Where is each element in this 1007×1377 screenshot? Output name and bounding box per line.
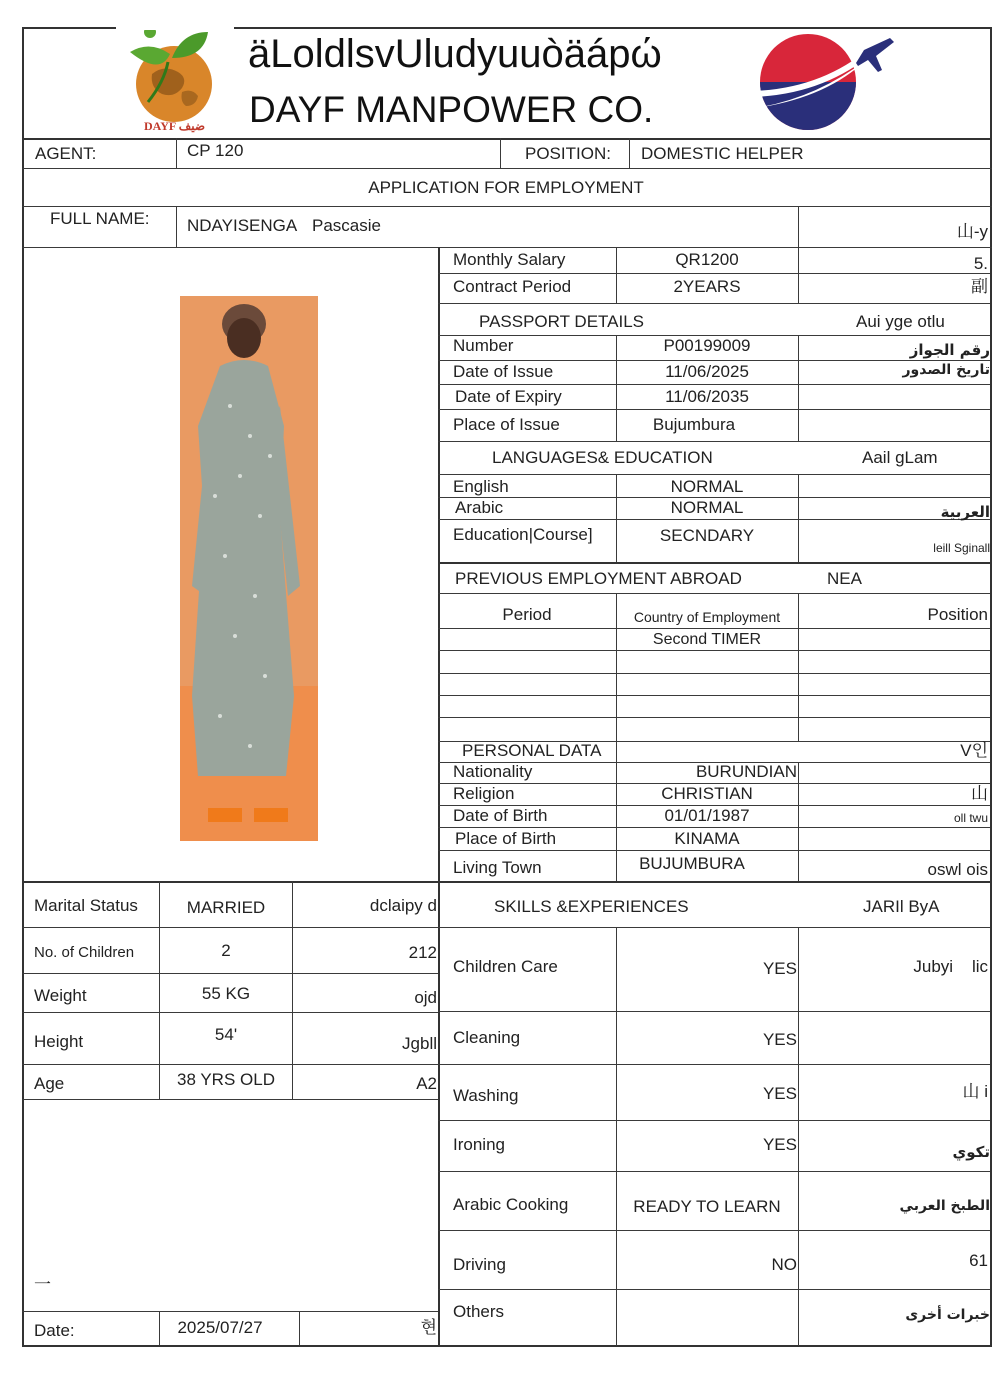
children-value: 2 — [221, 941, 231, 960]
expiry-date-value: 11/06/2035 — [665, 387, 749, 406]
skill-arabic-cooking-label: Arabic Cooking — [453, 1195, 569, 1214]
languages-heading: LANGUAGES& EDUCATION — [492, 448, 713, 467]
children-label: No. of Children — [34, 944, 135, 961]
english-label: English — [453, 477, 509, 496]
col-position: Position — [927, 605, 988, 624]
skill-others-alt: خبرات أخرى — [905, 1307, 990, 1323]
position-value: DOMESTIC HELPER — [641, 144, 804, 163]
children-alt: 212 — [408, 943, 437, 962]
arabic-alt: العربية — [940, 503, 990, 521]
passport-number-label: Number — [453, 336, 514, 355]
age-label: Age — [34, 1074, 65, 1093]
marital-status-label: Marital Status — [34, 896, 138, 915]
nationality-value: BURUNDIAN — [695, 762, 797, 781]
skill-cleaning-value: YES — [762, 1030, 797, 1049]
full-name-given: Pascasie — [312, 216, 381, 235]
skill-ironing-value: YES — [762, 1135, 797, 1154]
contract-alt: 副 — [971, 277, 988, 296]
weight-label: Weight — [34, 986, 87, 1005]
contract-label: Contract Period — [453, 277, 572, 296]
skill-ironing-alt: تكوي — [952, 1143, 990, 1161]
languages-alt-heading: Aail gLam — [862, 448, 938, 467]
salary-label: Monthly Salary — [453, 250, 566, 269]
height-label: Height — [34, 1032, 84, 1051]
religion-label: Religion — [453, 784, 515, 803]
skill-cleaning-label: Cleaning — [453, 1028, 521, 1047]
nationality-label: Nationality — [453, 762, 533, 781]
age-value: 38 YRS OLD — [177, 1070, 275, 1089]
full-name-label: FULL NAME: — [50, 209, 150, 228]
airplane-logo — [752, 30, 902, 130]
arabic-label: Arabic — [455, 498, 504, 517]
dob-value: 01/01/1987 — [664, 806, 750, 825]
full-name-surname: NDAYISENGA — [187, 216, 298, 235]
issue-date-label: Date of Issue — [453, 362, 554, 381]
issue-date-alt: تاريخ الصدور — [902, 362, 990, 378]
place-of-issue-value: Bujumbura — [652, 415, 736, 434]
skill-arabic-cooking-value: READY TO LEARN — [633, 1197, 781, 1216]
skill-children-care-alt: Jubyi lic — [913, 957, 988, 976]
skill-washing-alt: 山 i — [962, 1082, 988, 1101]
date-alt: 현 — [420, 1318, 437, 1337]
skill-washing-label: Washing — [453, 1086, 519, 1105]
skill-driving-value: NO — [771, 1255, 797, 1274]
place-of-issue-label: Place of Issue — [453, 415, 560, 434]
issue-date-value: 11/06/2025 — [665, 362, 749, 381]
salary-value: QR1200 — [675, 250, 739, 269]
full-name-alt: 山-y — [956, 222, 988, 241]
header-title-line1: äLoldlsvUludyuuòäápώ — [248, 32, 662, 76]
living-town-value: BUJUMBURA — [639, 854, 745, 873]
skills-heading: SKILLS &EXPERIENCES — [494, 897, 689, 916]
skill-children-care-label: Children Care — [453, 957, 558, 976]
misc-mark: 一 — [34, 1275, 51, 1294]
skill-children-care-value: YES — [762, 959, 797, 978]
form-title: APPLICATION FOR EMPLOYMENT — [368, 178, 644, 197]
personal-heading: PERSONAL DATA — [462, 741, 602, 760]
height-value: 54' — [214, 1025, 238, 1044]
agent-label: AGENT: — [35, 144, 97, 163]
skill-washing-value: YES — [762, 1084, 797, 1103]
personal-alt-heading: V인 — [960, 741, 988, 760]
prev-employment-alt: NEA — [827, 569, 862, 588]
height-alt: Jgbll — [402, 1034, 437, 1053]
skill-arabic-cooking-alt: الطبخ العربي — [899, 1198, 990, 1214]
col-country: Country of Employment — [633, 609, 781, 625]
logo-text: DAYF ضيف — [144, 119, 206, 133]
skills-alt-heading: JARIl ByA — [863, 897, 940, 916]
position-label: POSITION: — [525, 144, 611, 163]
passport-number-alt: رقم الجواز — [909, 341, 990, 359]
pob-value: KINAMA — [674, 829, 740, 848]
applicant-photo — [180, 296, 318, 841]
date-value: 2025/07/27 — [177, 1318, 263, 1337]
col-period: Period — [502, 605, 552, 624]
salary-alt: 5. — [973, 254, 988, 273]
company-logo — [112, 22, 232, 132]
prev-employment-heading: PREVIOUS EMPLOYMENT ABROAD — [455, 569, 742, 588]
english-value: NORMAL — [670, 477, 744, 496]
education-label: Education|Course] — [453, 525, 593, 544]
skill-ironing-label: Ironing — [453, 1135, 505, 1154]
education-value: SECNDARY — [659, 526, 755, 545]
marital-status-alt: dclaipy d — [369, 896, 437, 915]
age-alt: A2 — [416, 1074, 437, 1093]
passport-heading: PASSPORT DETAILS — [479, 312, 645, 331]
date-label: Date: — [34, 1321, 75, 1340]
passport-alt-heading: Aui yge otlu — [856, 312, 945, 331]
arabic-value: NORMAL — [670, 498, 744, 517]
living-town-label: Living Town — [453, 858, 542, 877]
dob-label: Date of Birth — [453, 806, 548, 825]
weight-alt: ojd — [414, 988, 437, 1007]
religion-value: CHRISTIAN — [661, 784, 753, 803]
marital-status-value: MARRIED — [186, 898, 266, 917]
agent-value: CP 120 — [187, 141, 244, 160]
religion-alt: 山 — [971, 784, 988, 803]
pob-label: Place of Birth — [455, 829, 557, 848]
expiry-date-label: Date of Expiry — [455, 387, 562, 406]
skill-driving-alt: 61 — [969, 1251, 988, 1270]
passport-number-value: P00199009 — [663, 336, 751, 355]
contract-value: 2YEARS — [673, 277, 741, 296]
weight-value: 55 KG — [201, 984, 251, 1003]
living-town-alt: oswl ois — [927, 860, 988, 879]
skill-others-label: Others — [453, 1302, 505, 1321]
dob-alt: oll twu — [953, 811, 988, 825]
prev-employment-entry: Second TIMER — [652, 631, 762, 648]
company-name: DAYF MANPOWER CO. — [249, 89, 654, 130]
education-alt: leill Sginall — [933, 541, 990, 555]
skill-driving-label: Driving — [453, 1255, 506, 1274]
